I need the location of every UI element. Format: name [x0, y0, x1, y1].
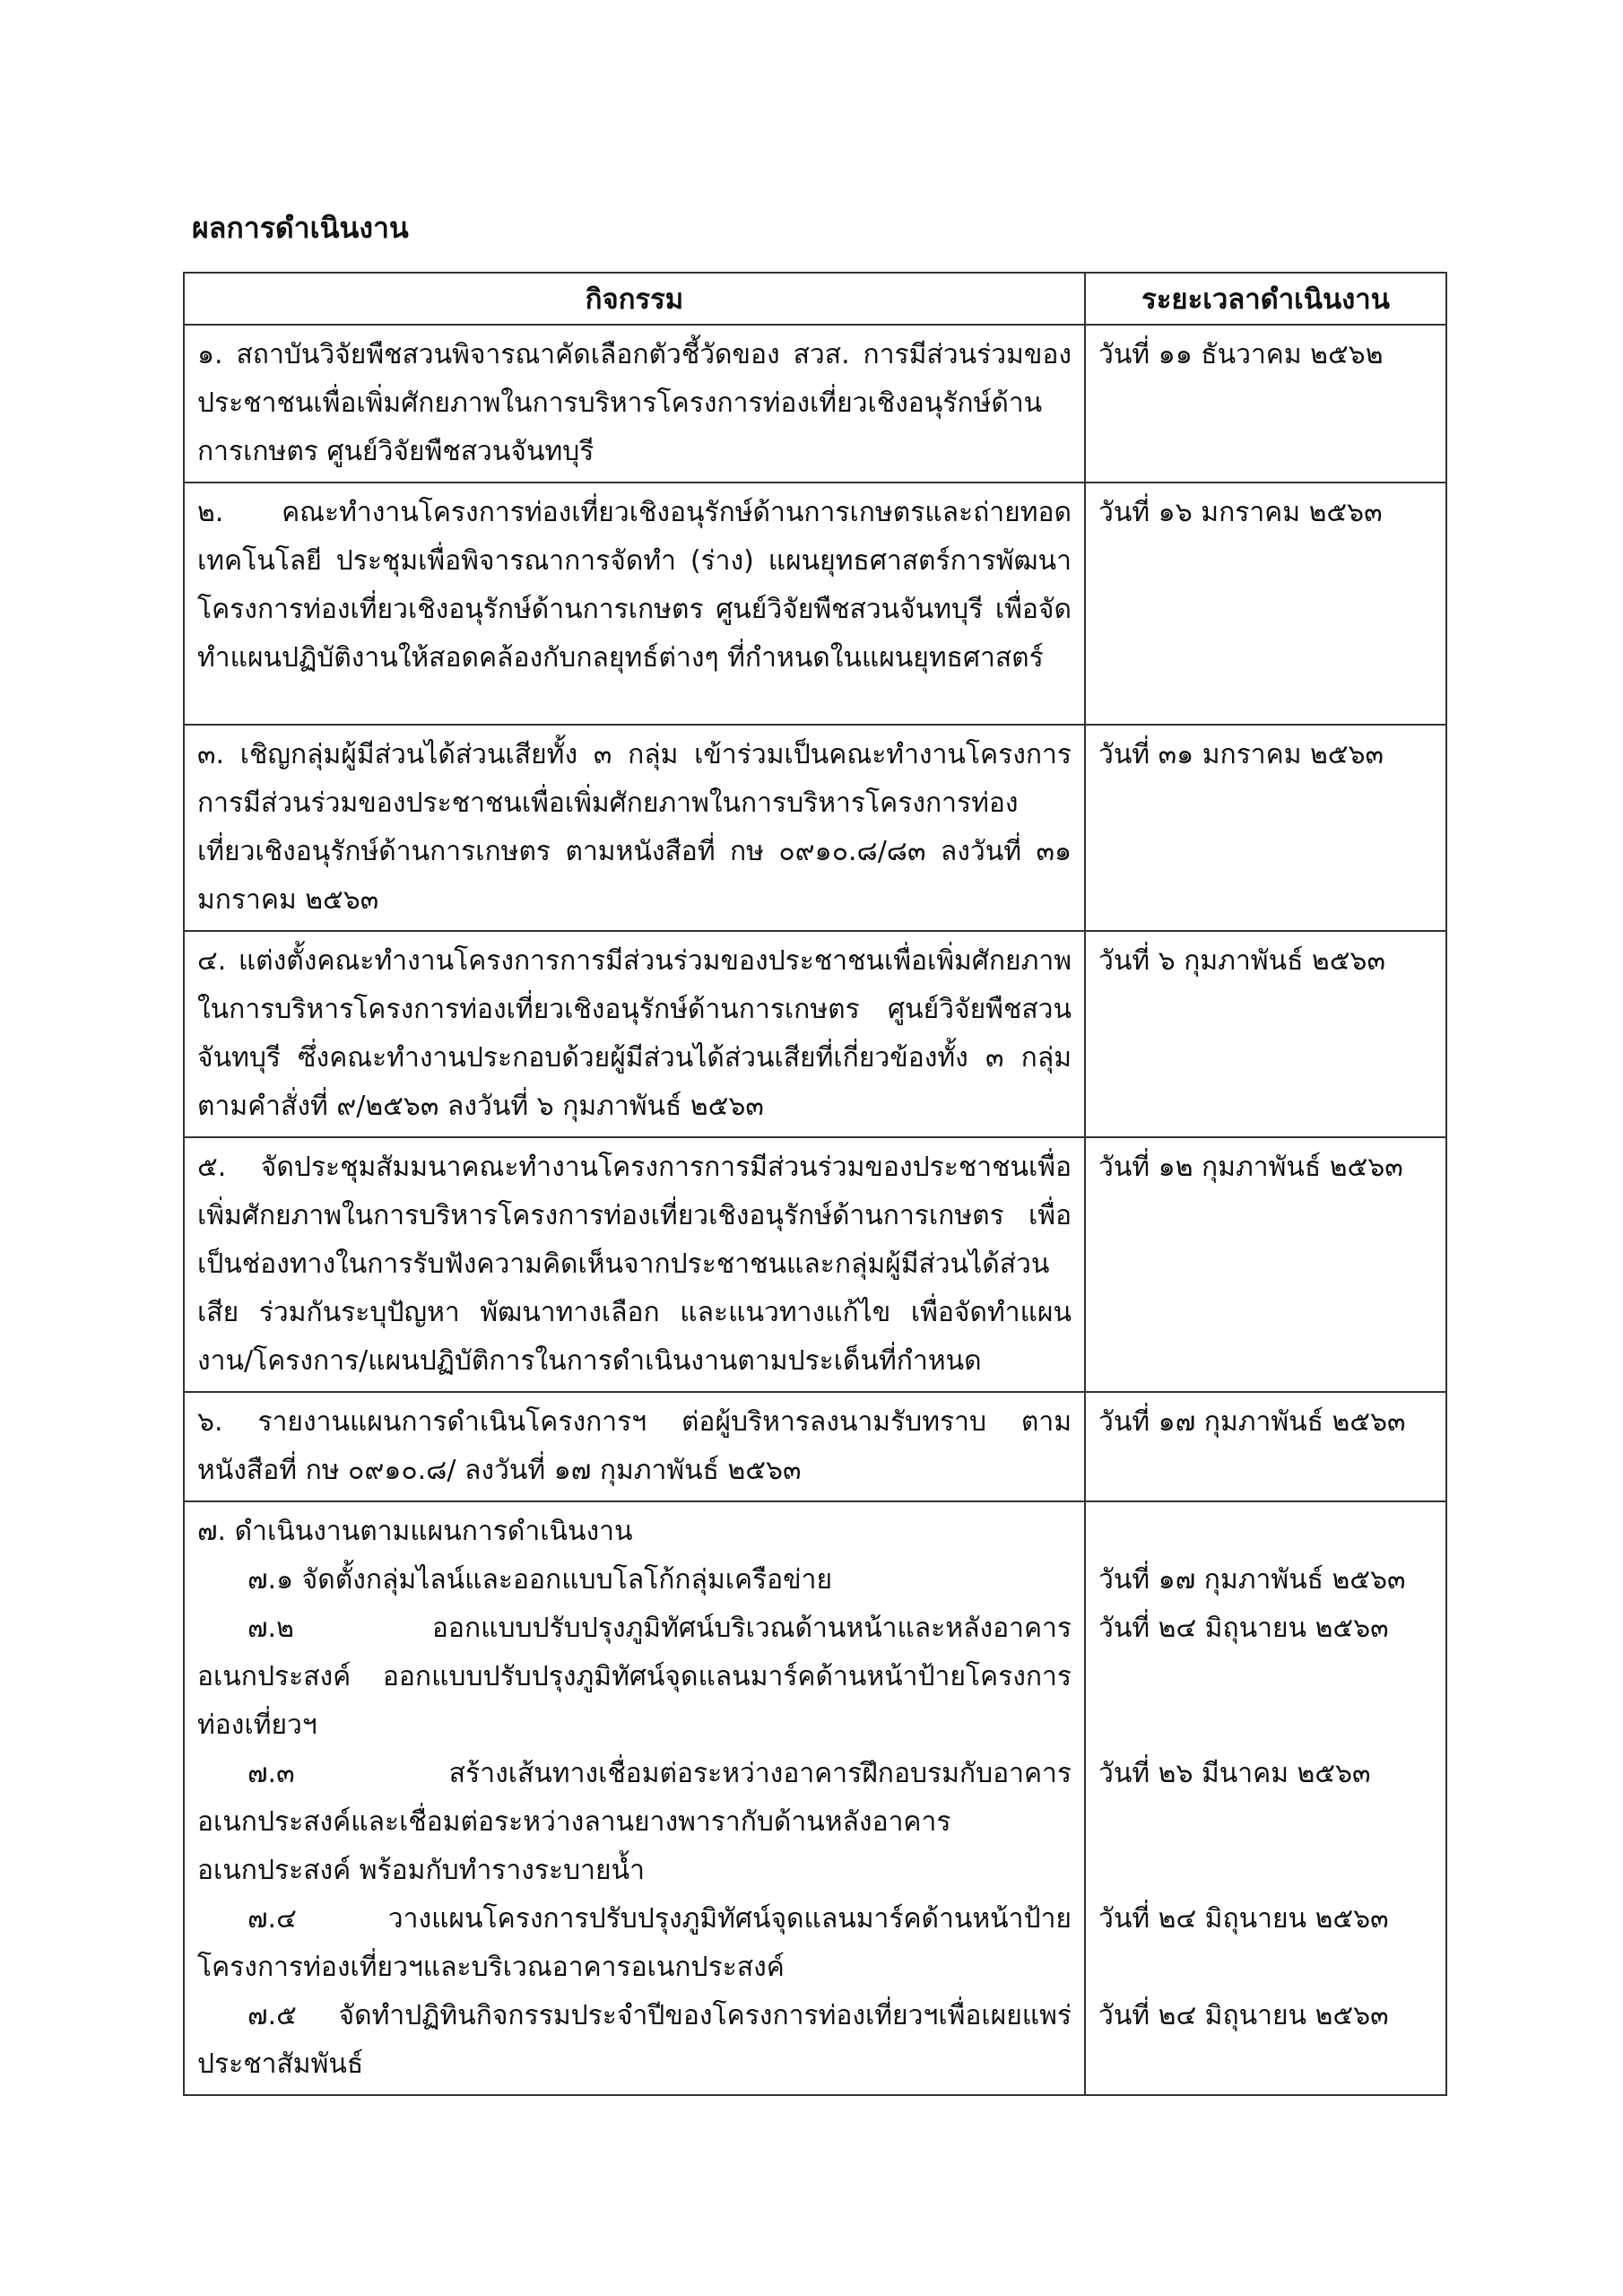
activity-cell: ๓. เชิญกลุ่มผู้มีส่วนได้ส่วนเสียทั้ง ๓ กลุ่ม เข้าร่วมเป็นคณะทำงานโครงการการมีส่วนร่วมของประชาชนเพื่อเพิ่มศักยภาพในการบริหารโครงการท่องเที่ยวเชิงอนุรักษ์ด้านการเกษตร ตามหนังสือที่ กษ ๐๙๑๐.๘/๘๓ ลงวันที่ ๓๑ มกราคม ๒๕๖๓ — [184, 725, 1085, 931]
table-row — [184, 1392, 1446, 1501]
period-cell: วันที่ ๖ กุมภาพันธ์ ๒๕๖๓ — [1085, 931, 1446, 1137]
activity-cell: ๑. สถาบันวิจัยพืชสวนพิจารณาคัดเลือกตัวชี้วัดของ สวส. การมีส่วนร่วมของประชาชนเพื่อเพิ่มศักยภาพในการบริหารโครงการท่องเที่ยวเชิงอนุรักษ์ด้านการเกษตร ศูนย์วิจัยพืชสวนจันทบุรี — [184, 325, 1085, 483]
activity-table — [183, 272, 1447, 2096]
activity-cell: ๔. แต่งตั้งคณะทำงานโครงการการมีส่วนร่วมของประชาชนเพื่อเพิ่มศักยภาพในการบริหารโครงการท่องเที่ยวเชิงอนุรักษ์ด้านการเกษตร ศูนย์วิจัยพืชสวนจันทบุรี ซึ่งคณะทำงานประกอบด้วยผู้มีส่วนได้ส่วนเสียที่เกี่ยวข้องทั้ง ๓ กลุ่ม ตามคำสั่งที่ ๙/๒๕๖๓ ลงวันที่ ๖ กุมภาพันธ์ ๒๕๖๓ — [184, 931, 1085, 1137]
sub-period: วันที่ ๒๔ มิถุนายน ๒๕๖๓ — [1098, 2000, 1389, 2031]
period-cell: วันที่ ๑๖ มกราคม ๒๕๖๓ — [1085, 483, 1446, 725]
activity-cell: ๕. จัดประชุมสัมมนาคณะทำงานโครงการการมีส่วนร่วมของประชาชนเพื่อเพิ่มศักยภาพในการบริหารโครงการท่องเที่ยวเชิงอนุรักษ์ด้านการเกษตร เพื่อเป็นช่องทางในการรับฟังความคิดเห็นจากประชาชนและกลุ่มผู้มีส่วนได้ส่วนเสีย ร่วมกันระบุปัญหา พัฒนาทางเลือก และแนวทางแก้ไข เพื่อจัดทำแผนงาน/โครงการ/แผนปฏิบัติการในการดำเนินงานตามประเด็นที่กำหนด — [184, 1137, 1085, 1392]
sub-period: วันที่ ๒๔ มิถุนายน ๒๕๖๓ — [1098, 1903, 1389, 1935]
period-cell — [1085, 1501, 1446, 2095]
sub-activity: ๗.๒ ออกแบบปรับปรุงภูมิทัศน์บริเวณด้านหน้าและหลังอาคารอเนกประสงค์ ออกแบบปรับปรุงภูมิทัศน์จุดแลนมาร์คด้านหน้าป้ายโครงการท่องเที่ยวฯ — [197, 1613, 1072, 1741]
period-cell: วันที่ ๑๑ ธันวาคม ๒๕๖๒ — [1085, 325, 1446, 483]
activity-cell: ๒. คณะทำงานโครงการท่องเที่ยวเชิงอนุรักษ์ด้านการเกษตรและถ่ายทอดเทคโนโลยี ประชุมเพื่อพิจารณาการจัดทำ (ร่าง) แผนยุทธศาสตร์การพัฒนาโครงการท่องเที่ยวเชิงอนุรักษ์ด้านการเกษตร ศูนย์วิจัยพืชสวนจันทบุรี เพื่อจัดทำแผนปฏิบัติงานให้สอดคล้องกับกลยุทธ์ต่างๆ ที่กำหนดในแผนยุทธศาสตร์ — [184, 483, 1085, 725]
table-row — [184, 1501, 1446, 2095]
table-row — [184, 1137, 1446, 1392]
activity-title: ๗. ดำเนินงานตามแผนการดำเนินงาน — [197, 1516, 633, 1547]
activity-cell — [184, 1501, 1085, 2095]
sub-activity: ๗.๔ วางแผนโครงการปรับปรุงภูมิทัศน์จุดแลนมาร์คด้านหน้าป้ายโครงการท่องเที่ยวฯและบริเวณอาคารอเนกประสงค์ — [197, 1903, 1072, 1983]
column-header-period: ระยะเวลาดำเนินงาน — [1085, 273, 1446, 325]
sub-period: วันที่ ๒๖ มีนาคม ๒๕๖๓ — [1098, 1758, 1371, 1789]
sub-activity: ๗.๓ สร้างเส้นทางเชื่อมต่อระหว่างอาคารฝึกอบรมกับอาคารอเนกประสงค์และเชื่อมต่อระหว่างลานยางพารากับด้านหลังอาคารอเนกประสงค์ พร้อมกับทำรางระบายน้ำ — [197, 1758, 1072, 1886]
table-row — [184, 325, 1446, 483]
table-row — [184, 725, 1446, 931]
sub-activity: ๗.๑ จัดตั้งกลุ่มไลน์และออกแบบโลโก้กลุ่มเครือข่าย — [247, 1564, 833, 1596]
sub-period: วันที่ ๒๔ มิถุนายน ๒๕๖๓ — [1098, 1613, 1389, 1644]
period-cell: วันที่ ๑๗ กุมภาพันธ์ ๒๕๖๓ — [1085, 1392, 1446, 1501]
column-header-activity: กิจกรรม — [184, 273, 1085, 325]
activity-cell: ๖. รายงานแผนการดำเนินโครงการฯ ต่อผู้บริหารลงนามรับทราบ ตามหนังสือที่ กษ ๐๙๑๐.๘/ ลงวันที่ ๑๗ กุมภาพันธ์ ๒๕๖๓ — [184, 1392, 1085, 1501]
table-row — [184, 931, 1446, 1137]
period-cell: วันที่ ๓๑ มกราคม ๒๕๖๓ — [1085, 725, 1446, 931]
table-row — [184, 483, 1446, 725]
sub-activity: ๗.๕ จัดทำปฏิทินกิจกรรมประจำปีของโครงการท่องเที่ยวฯเพื่อเผยแพร่ประชาสัมพันธ์ — [197, 2000, 1072, 2080]
page-title: ผลการดำเนินงาน — [192, 211, 409, 245]
table-header-row — [184, 273, 1446, 325]
sub-period: วันที่ ๑๗ กุมภาพันธ์ ๒๕๖๓ — [1098, 1564, 1406, 1596]
period-cell: วันที่ ๑๒ กุมภาพันธ์ ๒๕๖๓ — [1085, 1137, 1446, 1392]
